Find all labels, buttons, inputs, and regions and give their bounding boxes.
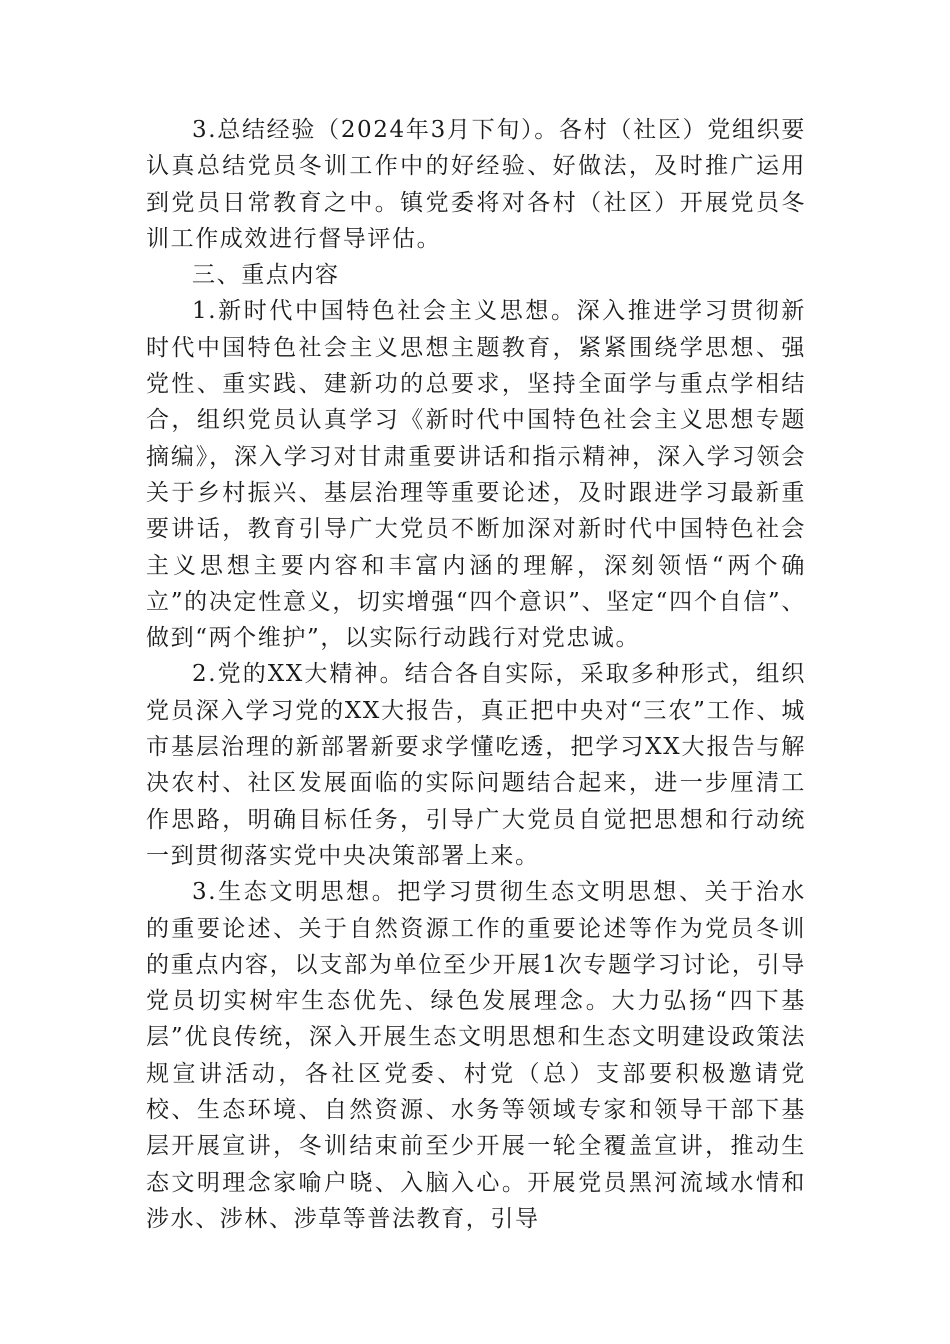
paragraph-ecological-civilization: 3.生态文明思想。把学习贯彻生态文明思想、关于治水的重要论述、关于自然资源工作的重要论述等作为党员冬训的重点内容，以支部为单位至少开展1次专题学习讨论，引导党员切实树牢生态优先、绿色发展理念。大力弘扬“四下基层”优良传统，深入开展生态文明思想和生态文明建设政策法规宣讲活动，各社区党委、村党（总）支部要积极邀请党校、生态环境、自然资源、水务等领域专家和领导干部下基层开展宣讲，冬训结束前至少开展一轮全覆盖宣讲，推动生态文明理念家喻户晓、入脑入心。开展党员黑河流域水情和涉水、涉林、涉草等普法教育，引导: [146, 879, 806, 1232]
paragraph-party-congress-spirit: 2.党的XX大精神。结合各自实际，采取多种形式，组织党员深入学习党的XX大报告，真正把中央对“三农”工作、城市基层治理的新部署新要求学懂吃透，把学习XX大报告与解决农村、社区发展面临的实际问题结合起来，进一步厘清工作思路，明确目标任务，引导广大党员自觉把思想和行动统一到贯彻落实党中央决策部署上来。: [146, 661, 806, 869]
section-heading-key-content: 三、重点内容: [192, 262, 340, 289]
paragraph-socialism-thought: 1.新时代中国特色社会主义思想。深入推进学习贯彻新时代中国特色社会主义思想主题教育，紧紧围绕学思想、强党性、重实践、建新功的总要求，坚持全面学与重点学相结合，组织党员认真学习《新时代中国特色社会主义思想专题摘编》，深入学习对甘肃重要讲话和指示精神，深入学习领会关于乡村振兴、基层治理等重要论述，及时跟进学习最新重要讲话，教育引导广大党员不断加深对新时代中国特色社会主义思想主要内容和丰富内涵的理解，深刻领悟“两个确立”的决定性意义，切实增强“四个意识”、坚定“四个自信”、做到“两个维护”，以实际行动践行对党忠诚。: [146, 298, 806, 652]
paragraph-summary-experience: 3.总结经验（2024年3月下旬）。各村（社区）党组织要认真总结党员冬训工作中的好经验、好做法，及时推广运用到党员日常教育之中。镇党委将对各村（社区）开展党员冬训工作成效进行督导评估。: [146, 117, 806, 252]
document-page: [146, 112, 806, 1237]
